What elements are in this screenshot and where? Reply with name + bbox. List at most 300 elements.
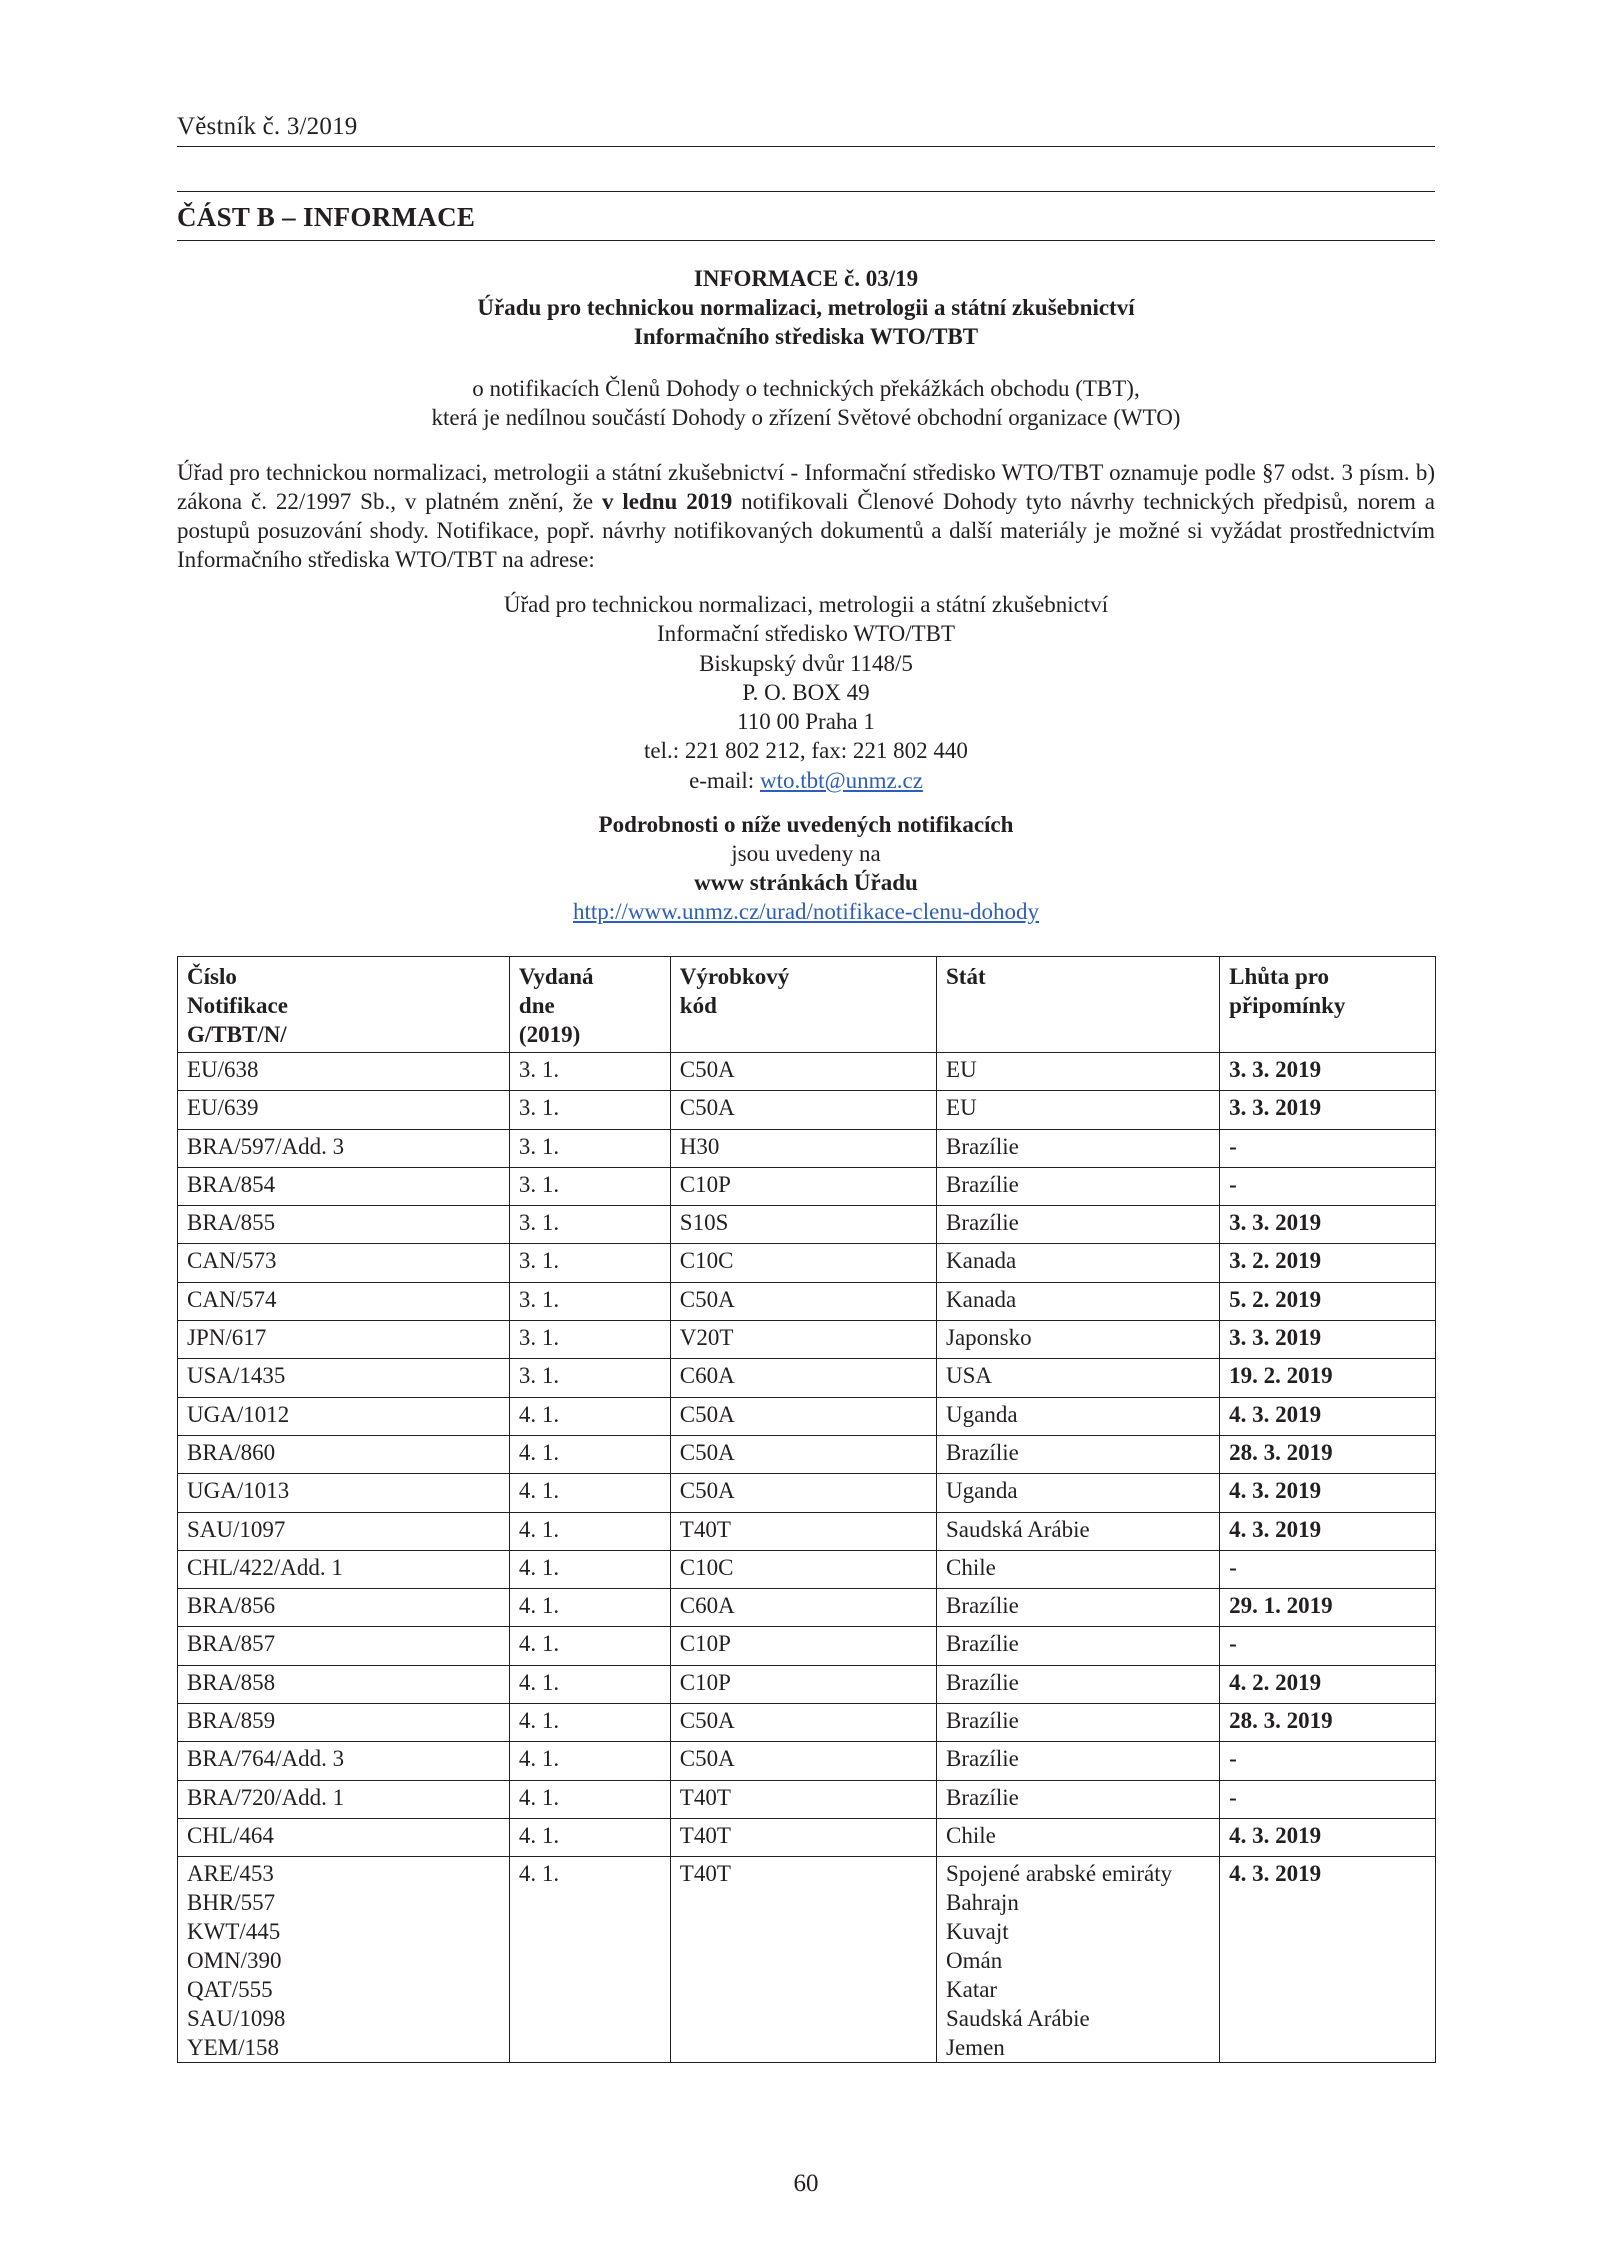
cell-line: C10P (679, 1631, 731, 1657)
cell-line: 3. 1. (518, 1171, 560, 1197)
cell-notification-number (178, 1435, 510, 1473)
cell-line: C50A (679, 1478, 735, 1504)
section-rule-top (177, 191, 1435, 192)
cell-line: Kuvajt (946, 1919, 1009, 1945)
table-row (178, 1704, 1436, 1742)
cell-line: 3. 1. (518, 1095, 560, 1121)
cell-country (937, 1435, 1220, 1473)
cell-line: 28. 3. 2019 (1229, 1708, 1333, 1734)
cell-country (937, 1321, 1220, 1359)
cell-line: kód (679, 993, 717, 1018)
cell-line: QAT/555 (187, 1977, 273, 2003)
cell-notification-number (178, 1206, 510, 1244)
cell-notification-number (178, 1397, 510, 1435)
cell-country (937, 1818, 1220, 1856)
cell-product-code (670, 1474, 936, 1512)
cell-line: SAU/1098 (187, 2006, 286, 2032)
cell-line: EU/638 (187, 1057, 259, 1082)
cell-product-code (670, 1818, 936, 1856)
address-line: Úřad pro technickou normalizaci, metrologii a státní zkušebnictví (503, 592, 1109, 617)
cell-line: 4. 1. (518, 1554, 560, 1580)
cell-line: Bahrajn (946, 1890, 1019, 1916)
cell-line: Brazílie (946, 1593, 1019, 1619)
cell-line: 3. 1. (518, 1286, 560, 1312)
cell-country (937, 1742, 1220, 1780)
cell-country (937, 1167, 1220, 1205)
cell-line: ARE/453 (187, 1861, 274, 1887)
cell-line: CAN/573 (187, 1248, 277, 1274)
title-line: INFORMACE č. 03/19 (693, 266, 919, 291)
cell-line: 3. 1. (518, 1325, 560, 1351)
table-row (178, 1435, 1436, 1473)
cell-line: C10P (679, 1669, 731, 1695)
title-line: Informačního střediska WTO/TBT (633, 324, 979, 349)
cell-notification-number (178, 1818, 510, 1856)
cell-notification-number (178, 1091, 510, 1129)
cell-product-code (670, 1206, 936, 1244)
address-block (177, 590, 1435, 795)
cell-country (937, 1704, 1220, 1742)
table-row (178, 1780, 1436, 1818)
cell-line: T40T (679, 1516, 731, 1542)
cell-line: 4. 3. 2019 (1229, 1861, 1322, 1887)
column-header-comment-deadline (1220, 957, 1436, 1053)
cell-line: Saudská Arábie (946, 2006, 1090, 2032)
subtitle-line: která je nedílnou součástí Dohody o zřízení Světové obchodní organizace (WTO) (431, 405, 1181, 430)
cell-line: Brazílie (946, 1784, 1019, 1810)
cell-line: USA (946, 1363, 993, 1389)
cell-line: Uganda (946, 1401, 1018, 1427)
cell-country (937, 1474, 1220, 1512)
cell-line: 28. 3. 2019 (1229, 1439, 1333, 1465)
cell-notification-number (178, 1550, 510, 1588)
cell-issued-date (509, 1665, 670, 1703)
section-rule-bottom (177, 240, 1435, 241)
cell-line: Saudská Arábie (946, 1516, 1090, 1542)
cell-comment-deadline (1220, 1627, 1436, 1665)
cell-line: 3. 1. (518, 1210, 560, 1236)
cell-country (937, 1282, 1220, 1320)
cell-line: C50A (679, 1057, 735, 1082)
cell-notification-number (178, 1512, 510, 1550)
cell-comment-deadline (1220, 1742, 1436, 1780)
cell-line: UGA/1012 (187, 1401, 290, 1427)
table-row (178, 1206, 1436, 1244)
cell-product-code (670, 1321, 936, 1359)
cell-line: 4. 1. (518, 1708, 560, 1734)
address-line: Informační středisko WTO/TBT (656, 621, 956, 647)
cell-line: BHR/557 (187, 1890, 276, 1916)
cell-line: 3. 3. 2019 (1229, 1210, 1322, 1236)
cell-notification-number (178, 1321, 510, 1359)
cell-line: - (1229, 1784, 1237, 1810)
cell-comment-deadline (1220, 1244, 1436, 1282)
cell-line: C60A (679, 1593, 735, 1619)
email-link[interactable]: wto.tbt@unmz.cz (759, 767, 923, 793)
cell-country (937, 1397, 1220, 1435)
cell-product-code (670, 1857, 936, 2063)
email-label: e-mail: (689, 767, 760, 793)
cell-line: BRA/855 (187, 1210, 276, 1236)
address-line: Biskupský dvůr 1148/5 (699, 650, 913, 676)
cell-comment-deadline (1220, 1397, 1436, 1435)
cell-line: 4. 1. (518, 1401, 560, 1427)
document-title (177, 264, 1435, 351)
cell-country (937, 1550, 1220, 1588)
table-row (178, 1091, 1436, 1129)
cell-line: UGA/1013 (187, 1478, 290, 1504)
cell-comment-deadline (1220, 1282, 1436, 1320)
cell-line: C60A (679, 1363, 735, 1389)
cell-comment-deadline (1220, 1321, 1436, 1359)
cell-comment-deadline (1220, 1512, 1436, 1550)
cell-line: C50A (679, 1286, 735, 1312)
cell-notification-number (178, 1742, 510, 1780)
cell-comment-deadline (1220, 1091, 1436, 1129)
cell-comment-deadline (1220, 1704, 1436, 1742)
cell-line: BRA/764/Add. 3 (187, 1746, 345, 1772)
cell-issued-date (509, 1818, 670, 1856)
cell-country (937, 1857, 1220, 2063)
cell-line: 29. 1. 2019 (1229, 1593, 1333, 1619)
cell-product-code (670, 1167, 936, 1205)
cell-notification-number (178, 1857, 510, 2063)
cell-line: 19. 2. 2019 (1229, 1363, 1333, 1389)
cell-line: připomínky (1229, 993, 1346, 1018)
cell-comment-deadline (1220, 1780, 1436, 1818)
cell-line: Uganda (946, 1478, 1018, 1504)
cell-line: 4. 3. 2019 (1229, 1401, 1322, 1427)
intro-paragraph (177, 458, 1435, 574)
cell-line: EU (946, 1057, 977, 1082)
cell-line: EU (946, 1095, 977, 1121)
cell-line: - (1229, 1133, 1237, 1159)
table-row (178, 1818, 1436, 1856)
cell-comment-deadline (1220, 1474, 1436, 1512)
address-line: 110 00 Praha 1 (737, 709, 875, 735)
table-row (178, 1550, 1436, 1588)
cell-line: Kanada (946, 1248, 1017, 1274)
details-line: jsou uvedeny na (731, 841, 881, 866)
cell-line: Brazílie (946, 1133, 1019, 1159)
table-row (178, 1589, 1436, 1627)
cell-line: H30 (679, 1133, 720, 1159)
document-subtitle (177, 374, 1435, 432)
cell-comment-deadline (1220, 1589, 1436, 1627)
cell-line: Číslo (187, 964, 237, 989)
address-line: tel.: 221 802 212, fax: 221 802 440 (644, 738, 968, 764)
cell-issued-date (509, 1359, 670, 1397)
cell-line: Brazílie (946, 1746, 1019, 1772)
cell-line: Stát (946, 964, 986, 989)
table-row (178, 1053, 1436, 1091)
cell-product-code (670, 1397, 936, 1435)
cell-line: 4. 1. (518, 1439, 560, 1465)
cell-line: Brazílie (946, 1708, 1019, 1734)
cell-issued-date (509, 1780, 670, 1818)
cell-line: Brazílie (946, 1631, 1019, 1657)
header-rule (177, 146, 1435, 147)
cell-line: S10S (679, 1210, 729, 1236)
cell-line: BRA/860 (187, 1439, 276, 1465)
table-row (178, 1742, 1436, 1780)
cell-line: G/TBT/N/ (187, 1022, 287, 1047)
column-header-product-code (670, 957, 936, 1053)
title-line: Úřadu pro technickou normalizaci, metrologii a státní zkušebnictví (477, 295, 1135, 320)
cell-issued-date (509, 1435, 670, 1473)
intro-text: notifikovali Členové Dohody tyto návrhy technických předpisů, norem a postupů posuzování shody. Notifikace, popř. návrhy notifikovaných dokumentů a další materiály je možné si vyžádat prostřednictvím Informačního střediska WTO/TBT na adrese: (177, 489, 1435, 572)
page-number: 60 (793, 2170, 819, 2197)
cell-issued-date (509, 1282, 670, 1320)
cell-line: 3. 1. (518, 1363, 560, 1389)
cell-comment-deadline (1220, 1206, 1436, 1244)
cell-line: C10C (679, 1554, 734, 1580)
cell-line: BRA/720/Add. 1 (187, 1784, 345, 1810)
cell-line: OMN/390 (187, 1948, 282, 1974)
cell-country (937, 1589, 1220, 1627)
cell-country (937, 1129, 1220, 1167)
cell-line: Lhůta pro (1229, 964, 1330, 989)
cell-line: 4. 3. 2019 (1229, 1516, 1322, 1542)
cell-issued-date (509, 1244, 670, 1282)
cell-line: 3. 2. 2019 (1229, 1248, 1322, 1274)
cell-line: EU/639 (187, 1095, 259, 1121)
cell-line: Vydaná (518, 964, 594, 989)
cell-product-code (670, 1704, 936, 1742)
cell-issued-date (509, 1704, 670, 1742)
cell-issued-date (509, 1321, 670, 1359)
details-url-link[interactable]: http://www.unmz.cz/urad/notifikace-clenu-dohody (572, 899, 1040, 924)
cell-product-code (670, 1129, 936, 1167)
cell-line: 4. 1. (518, 1822, 560, 1848)
cell-country (937, 1091, 1220, 1129)
cell-line: - (1229, 1631, 1237, 1657)
cell-country (937, 1206, 1220, 1244)
cell-line: USA/1435 (187, 1363, 286, 1389)
cell-issued-date (509, 1857, 670, 2063)
cell-line: - (1229, 1554, 1237, 1580)
cell-line: Brazílie (946, 1171, 1019, 1197)
cell-issued-date (509, 1589, 670, 1627)
cell-notification-number (178, 1627, 510, 1665)
cell-line: 3. 3. 2019 (1229, 1095, 1322, 1121)
table-row (178, 1129, 1436, 1167)
cell-comment-deadline (1220, 1435, 1436, 1473)
cell-notification-number (178, 1474, 510, 1512)
cell-notification-number (178, 1589, 510, 1627)
section-heading: ČÁST B – INFORMACE (177, 202, 476, 232)
cell-line: BRA/856 (187, 1593, 276, 1619)
cell-issued-date (509, 1742, 670, 1780)
cell-product-code (670, 1627, 936, 1665)
table-body (178, 1053, 1436, 2063)
cell-line: Kanada (946, 1286, 1017, 1312)
cell-line: 3. 1. (518, 1248, 560, 1274)
cell-issued-date (509, 1512, 670, 1550)
cell-line: 5. 2. 2019 (1229, 1286, 1322, 1312)
cell-issued-date (509, 1397, 670, 1435)
cell-issued-date (509, 1167, 670, 1205)
cell-notification-number (178, 1704, 510, 1742)
cell-line: 4. 2. 2019 (1229, 1669, 1322, 1695)
cell-line: BRA/857 (187, 1631, 276, 1657)
cell-issued-date (509, 1474, 670, 1512)
cell-product-code (670, 1512, 936, 1550)
cell-issued-date (509, 1129, 670, 1167)
table-row (178, 1244, 1436, 1282)
table-row (178, 1857, 1436, 2063)
cell-line: BRA/859 (187, 1708, 276, 1734)
cell-product-code (670, 1244, 936, 1282)
cell-line: dne (518, 993, 555, 1018)
cell-notification-number (178, 1282, 510, 1320)
cell-notification-number (178, 1359, 510, 1397)
address-line: P. O. BOX 49 (742, 679, 870, 705)
cell-line: T40T (679, 1861, 731, 1887)
cell-line: CHL/464 (187, 1822, 274, 1848)
cell-line: 3. 1. (518, 1057, 560, 1082)
cell-line: 4. 1. (518, 1784, 560, 1810)
cell-line: - (1229, 1746, 1237, 1772)
cell-line: CHL/422/Add. 1 (187, 1554, 343, 1580)
cell-line: YEM/158 (187, 2035, 279, 2061)
cell-comment-deadline (1220, 1857, 1436, 2063)
cell-line: T40T (679, 1784, 731, 1810)
table-row (178, 1321, 1436, 1359)
table-row (178, 1665, 1436, 1703)
cell-line: SAU/1097 (187, 1516, 286, 1542)
cell-line: Výrobkový (679, 964, 790, 989)
details-line: www stránkách Úřadu (694, 870, 918, 895)
cell-notification-number (178, 1244, 510, 1282)
table-row (178, 1359, 1436, 1397)
cell-line: - (1229, 1171, 1237, 1197)
cell-line: C50A (679, 1095, 735, 1121)
cell-country (937, 1512, 1220, 1550)
cell-line: 4. 1. (518, 1746, 560, 1772)
cell-line: V20T (679, 1325, 734, 1351)
details-block (177, 810, 1435, 926)
cell-line: Omán (946, 1948, 1003, 1974)
cell-line: KWT/445 (187, 1919, 281, 1945)
cell-line: C50A (679, 1401, 735, 1427)
cell-product-code (670, 1435, 936, 1473)
cell-country (937, 1359, 1220, 1397)
cell-line: 4. 1. (518, 1516, 560, 1542)
cell-line: Brazílie (946, 1210, 1019, 1236)
cell-comment-deadline (1220, 1053, 1436, 1091)
cell-issued-date (509, 1550, 670, 1588)
cell-line: Spojené arabské emiráty (946, 1861, 1173, 1887)
cell-line: 4. 1. (518, 1669, 560, 1695)
cell-line: Jemen (946, 2035, 1005, 2061)
cell-line: JPN/617 (187, 1325, 267, 1351)
table-row (178, 1627, 1436, 1665)
details-line: Podrobnosti o níže uvedených notifikacích (598, 812, 1014, 837)
cell-country (937, 1627, 1220, 1665)
cell-country (937, 1053, 1220, 1091)
intro-bold-text: v lednu 2019 (601, 489, 733, 514)
intro-text: Úřad pro technickou normalizaci, metrologii a státní zkušebnictví - Informační středisko WTO/TBT oznamuje podle §7 odst. 3 písm. b) zákona č. 22/1997 Sb., v platném znění, že (177, 460, 1435, 514)
cell-line: 4. 3. 2019 (1229, 1478, 1322, 1504)
cell-comment-deadline (1220, 1167, 1436, 1205)
cell-line: Katar (946, 1977, 998, 2003)
table-row (178, 1512, 1436, 1550)
cell-line: C10P (679, 1171, 731, 1197)
table-row (178, 1397, 1436, 1435)
table-row (178, 1167, 1436, 1205)
cell-line: C50A (679, 1708, 735, 1734)
cell-comment-deadline (1220, 1818, 1436, 1856)
cell-line: BRA/858 (187, 1669, 276, 1695)
cell-product-code (670, 1053, 936, 1091)
column-header-country (937, 957, 1220, 1053)
column-header-notification-number (178, 957, 510, 1053)
cell-line: Chile (946, 1554, 996, 1580)
cell-notification-number (178, 1665, 510, 1703)
cell-product-code (670, 1742, 936, 1780)
cell-line: 4. 1. (518, 1478, 560, 1504)
cell-country (937, 1244, 1220, 1282)
cell-comment-deadline (1220, 1665, 1436, 1703)
cell-line: Brazílie (946, 1439, 1019, 1465)
cell-line: C10C (679, 1248, 734, 1274)
cell-country (937, 1665, 1220, 1703)
cell-line: (2019) (518, 1022, 581, 1047)
cell-issued-date (509, 1627, 670, 1665)
cell-notification-number (178, 1129, 510, 1167)
cell-product-code (670, 1589, 936, 1627)
table-row (178, 1474, 1436, 1512)
running-head: Věstník č. 3/2019 (177, 113, 358, 140)
cell-comment-deadline (1220, 1359, 1436, 1397)
cell-line: 3. 1. (518, 1133, 560, 1159)
cell-product-code (670, 1359, 936, 1397)
cell-issued-date (509, 1053, 670, 1091)
cell-product-code (670, 1282, 936, 1320)
cell-product-code (670, 1780, 936, 1818)
subtitle-line: o notifikacích Členů Dohody o technických překážkách obchodu (TBT), (472, 376, 1140, 401)
cell-line: 4. 3. 2019 (1229, 1822, 1322, 1848)
cell-comment-deadline (1220, 1550, 1436, 1588)
cell-product-code (670, 1091, 936, 1129)
notifications-table (177, 956, 1436, 2063)
cell-notification-number (178, 1167, 510, 1205)
cell-line: C50A (679, 1746, 735, 1772)
cell-line: T40T (679, 1822, 731, 1848)
cell-line: 3. 3. 2019 (1229, 1325, 1322, 1351)
cell-notification-number (178, 1780, 510, 1818)
cell-comment-deadline (1220, 1129, 1436, 1167)
cell-line: Brazílie (946, 1669, 1019, 1695)
cell-line: 4. 1. (518, 1861, 560, 1887)
cell-line: Japonsko (946, 1325, 1032, 1351)
cell-line: 4. 1. (518, 1631, 560, 1657)
cell-product-code (670, 1665, 936, 1703)
cell-issued-date (509, 1091, 670, 1129)
cell-line: BRA/597/Add. 3 (187, 1133, 345, 1159)
cell-line: Chile (946, 1822, 996, 1848)
column-header-issued-date (509, 957, 670, 1053)
cell-line: C50A (679, 1439, 735, 1465)
table-row (178, 1282, 1436, 1320)
cell-line: BRA/854 (187, 1171, 276, 1197)
cell-line: 3. 3. 2019 (1229, 1057, 1322, 1082)
cell-issued-date (509, 1206, 670, 1244)
cell-line: Notifikace (187, 993, 288, 1018)
cell-line: CAN/574 (187, 1286, 277, 1312)
cell-line: 4. 1. (518, 1593, 560, 1619)
